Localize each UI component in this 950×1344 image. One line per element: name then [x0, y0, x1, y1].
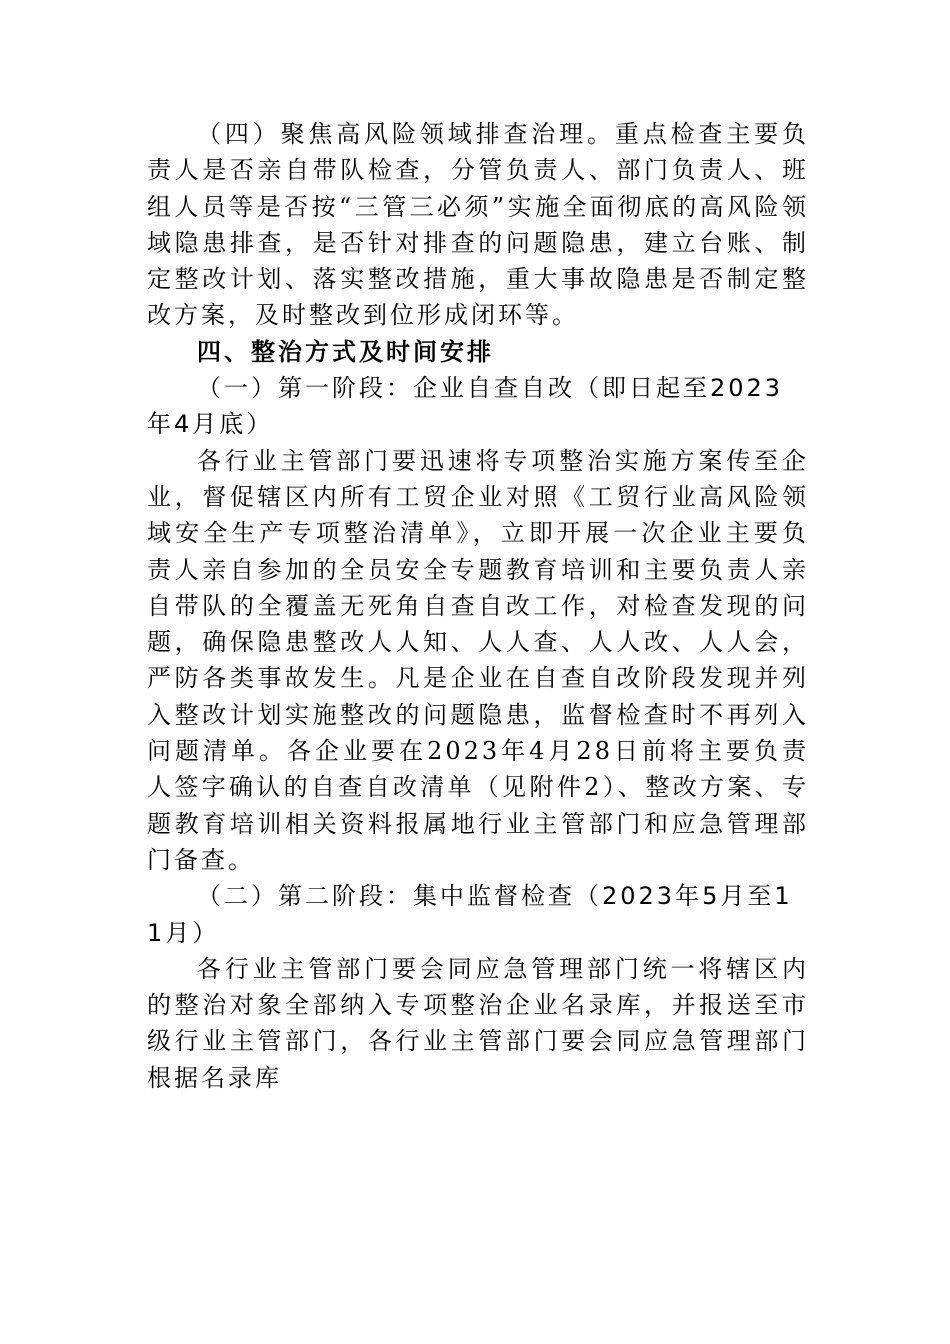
section-4-lead: （四）聚焦高风险领域排查治理。 — [197, 120, 615, 148]
section-4-body: 重点检查主要负责人是否亲自带队检查，分管负责人、部门负责人、班组人员等是否按“三管三必须”实施全面彻底的高风险领域隐患排查，是否针对排查的问题隐患，建立台账、制定整改计划、落实整改措施，重大事故隐患是否制定整改方案，及时整改到位形成闭环等。 — [147, 120, 810, 330]
stage-2-title: （二）第二阶段：集中监督检查（2023年5月至11月） — [147, 882, 793, 947]
stage-1-body: 各行业主管部门要迅速将专项整治实施方案传至企业，督促辖区内所有工贸企业对照《工贸行业高风险领域安全生产专项整治清单》，立即开展一次企业主要负责人亲自参加的全员安全专题教育培训和主要负责人亲自带队的全覆盖无死角自查自改工作，对检查发现的问题，确保隐患整改人人知、人人查、人人改、人人会，严防各类事故发生。凡是企业在自查自改阶段发现并列入整改计划实施整改的问题隐患，监督检查时不再列入问题清单。各企业要在2023年4月28日前将主要负责人签字确认的自查自改清单（见附件2）、整改方案、专题教育培训相关资料报属地行业主管部门和应急管理部门备查。 — [147, 446, 809, 874]
heading-schedule: 四、整治方式及时间安排 — [197, 337, 494, 366]
document-page — [147, 116, 809, 1096]
stage-1-title: （一）第一阶段：企业自查自改（即日起至2023年4月底） — [147, 374, 784, 439]
stage-2-body: 各行业主管部门要会同应急管理部门统一将辖区内的整治对象全部纳入专项整治企业名录库，并报送至市级行业主管部门，各行业主管部门要会同应急管理部门根据名录库 — [147, 954, 809, 1092]
section-4-paragraph — [147, 116, 809, 334]
